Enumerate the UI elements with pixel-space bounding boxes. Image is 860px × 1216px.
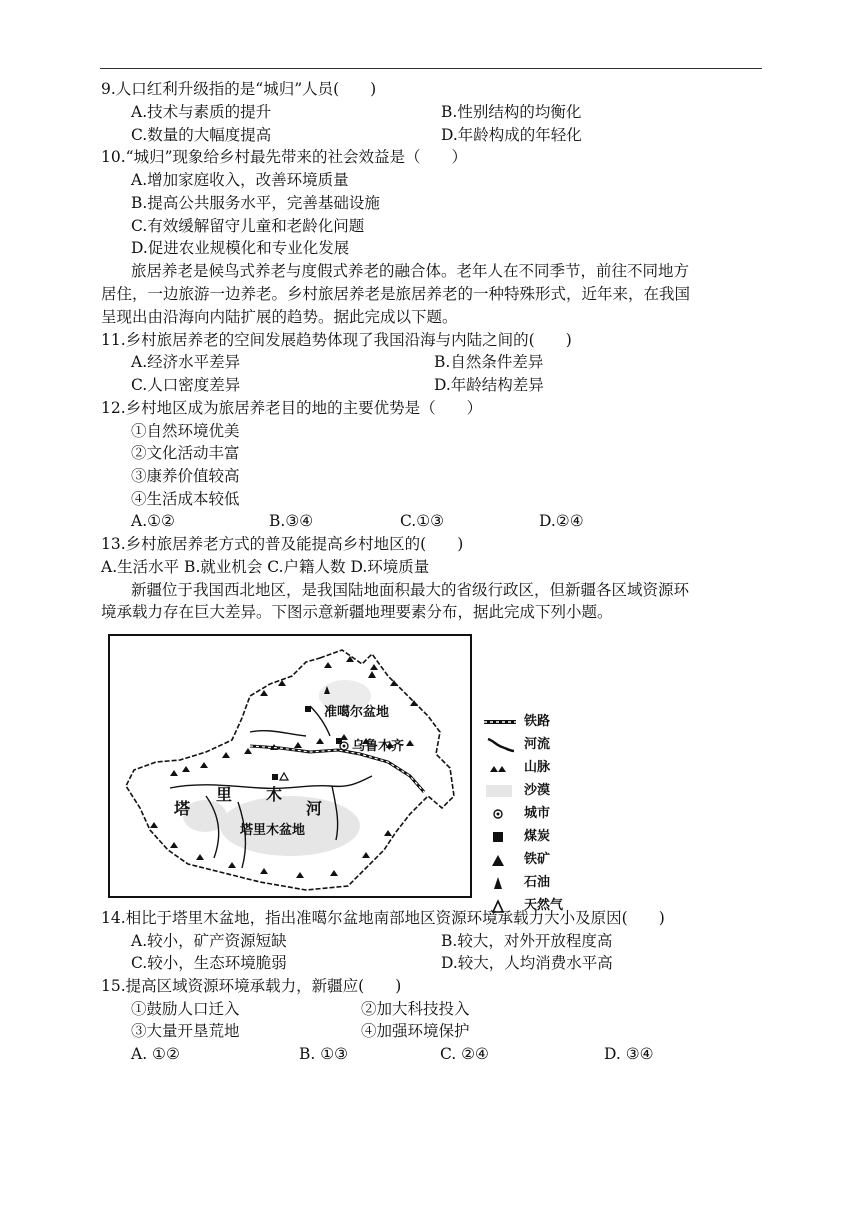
ili-river <box>250 731 306 736</box>
text-line-q12o1: ①自然环境优美 <box>131 422 240 440</box>
text-line-q15o1: ①鼓励人口迁入 <box>131 1000 240 1018</box>
tarim-basin-label: 塔里木盆地 <box>240 823 306 838</box>
text-line-p4: 新疆位于我国西北地区，是我国陆地面积最大的省级行政区，但新疆各区域资源环 <box>131 581 690 599</box>
river-label-he: 河 <box>306 799 323 818</box>
text-line-q15o2: ②加大科技投入 <box>361 1000 470 1018</box>
text-line-q14b: B.较大，对外开放程度高 <box>441 932 613 950</box>
map-svg <box>110 636 470 896</box>
iron-symbol <box>368 671 376 678</box>
gas-symbol <box>280 773 288 780</box>
text-line-q12b: B.③④ <box>269 512 314 530</box>
text-line-q15d: D. ③④ <box>604 1045 654 1063</box>
text-line-p5: 境承载力存在巨大差异。下图示意新疆地理要素分布，据此完成下列小题。 <box>101 603 613 621</box>
coal-symbol <box>305 706 311 712</box>
text-line-q12a: A.①② <box>131 512 175 530</box>
text-line-p3: 呈现出由沿海向内陆扩展的趋势。据此完成以下题。 <box>101 308 458 326</box>
text-line-q10: 10.“城归”现象给乡村最先带来的社会效益是（ ） <box>101 148 467 166</box>
text-line-q9a: A.技术与素质的提升 <box>131 103 272 121</box>
text-line-q11c: C.人口密度差异 <box>131 376 241 394</box>
junggar-label: 准噶尔盆地 <box>324 705 390 720</box>
text-line-q12o2: ②文化活动丰富 <box>131 444 240 462</box>
text-line-q10a: A.增加家庭收入，改善环境质量 <box>131 171 349 189</box>
text-line-q10c: C.有效缓解留守儿童和老龄化问题 <box>131 217 365 235</box>
text-line-q9d: D.年龄构成的年轻化 <box>441 126 582 144</box>
city-icon <box>482 806 518 822</box>
text-line-p1: 旅居养老是候鸟式养老与度假式养老的融合体。老年人在不同季节，前往不同地方 <box>131 262 690 280</box>
text-line-q12: 12.乡村地区成为旅居养老目的地的主要优势是（ ） <box>101 399 483 417</box>
text-line-q10d: D.促进农业规模化和专业化发展 <box>131 239 350 257</box>
river-icon <box>482 737 518 753</box>
railway-icon <box>482 714 518 730</box>
text-line-q12d: D.②④ <box>539 512 584 530</box>
text-line-q9c: C.数量的大幅度提高 <box>131 126 272 144</box>
text-line-q11d: D.年龄结构差异 <box>434 376 544 394</box>
text-line-q15o4: ④加强环境保护 <box>361 1022 470 1040</box>
river-label-mu: 木 <box>266 785 283 804</box>
text-line-q15a: A. ①② <box>131 1045 180 1063</box>
text-line-q9b: B.性别结构的均衡化 <box>441 103 582 121</box>
header-rule <box>100 68 762 69</box>
oil-icon <box>482 875 518 891</box>
text-line-q15b: B. ①③ <box>299 1045 349 1063</box>
text-line-q14: 14.相比于塔里木盆地，指出准噶尔盆地南部地区资源环境承载力大小及原因( ) <box>101 909 665 927</box>
river-label-ta: 塔 <box>174 799 191 818</box>
text-line-q11: 11.乡村旅居养老的空间发展趋势体现了我国沿海与内陆之间的( ) <box>101 331 572 349</box>
text-line-q10b: B.提高公共服务水平，完善基础设施 <box>131 194 380 212</box>
text-line-q12c: C.①③ <box>400 512 445 530</box>
iron-ore-icon <box>482 852 518 868</box>
text-line-q15: 15.提高区域资源环境承载力，新疆应( ) <box>101 977 402 995</box>
desert-icon <box>482 783 518 799</box>
text-line-q14a: A.较小，矿产资源短缺 <box>131 932 287 950</box>
text-line-q14c: C.较小，生态环境脆弱 <box>131 954 287 972</box>
text-line-q12o4: ④生活成本较低 <box>131 490 240 508</box>
text-line-q11a: A.经济水平差异 <box>131 353 241 371</box>
text-line-q15o3: ③大量开垦荒地 <box>131 1022 240 1040</box>
natural-gas-icon <box>482 898 518 914</box>
text-line-q13: 13.乡村旅居养老方式的普及能提高乡村地区的( ) <box>101 535 464 553</box>
text-line-q14d: D.较大，人均消费水平高 <box>441 954 613 972</box>
river-label-li: 里 <box>216 785 233 804</box>
text-line-q13opt: A.生活水平 B.就业机会 C.户籍人数 D.环境质量 <box>101 558 430 576</box>
urumqi-label: 乌鲁木齐 <box>352 739 405 754</box>
coal-symbol <box>272 774 278 780</box>
text-line-q12o3: ③康养价值较高 <box>131 467 240 485</box>
text-line-q9: 9.人口红利升级指的是“城归”人员( ) <box>101 80 377 98</box>
text-line-q11b: B.自然条件差异 <box>434 353 544 371</box>
text-line-p2: 居住，一边旅游一边养老。乡村旅居养老是旅居养老的一种特殊形式，近年来，在我国 <box>101 285 691 303</box>
xinjiang-map <box>108 634 472 898</box>
mountain-icon <box>482 760 518 776</box>
coal-icon <box>482 829 518 845</box>
text-line-q15c: C. ②④ <box>440 1045 489 1063</box>
